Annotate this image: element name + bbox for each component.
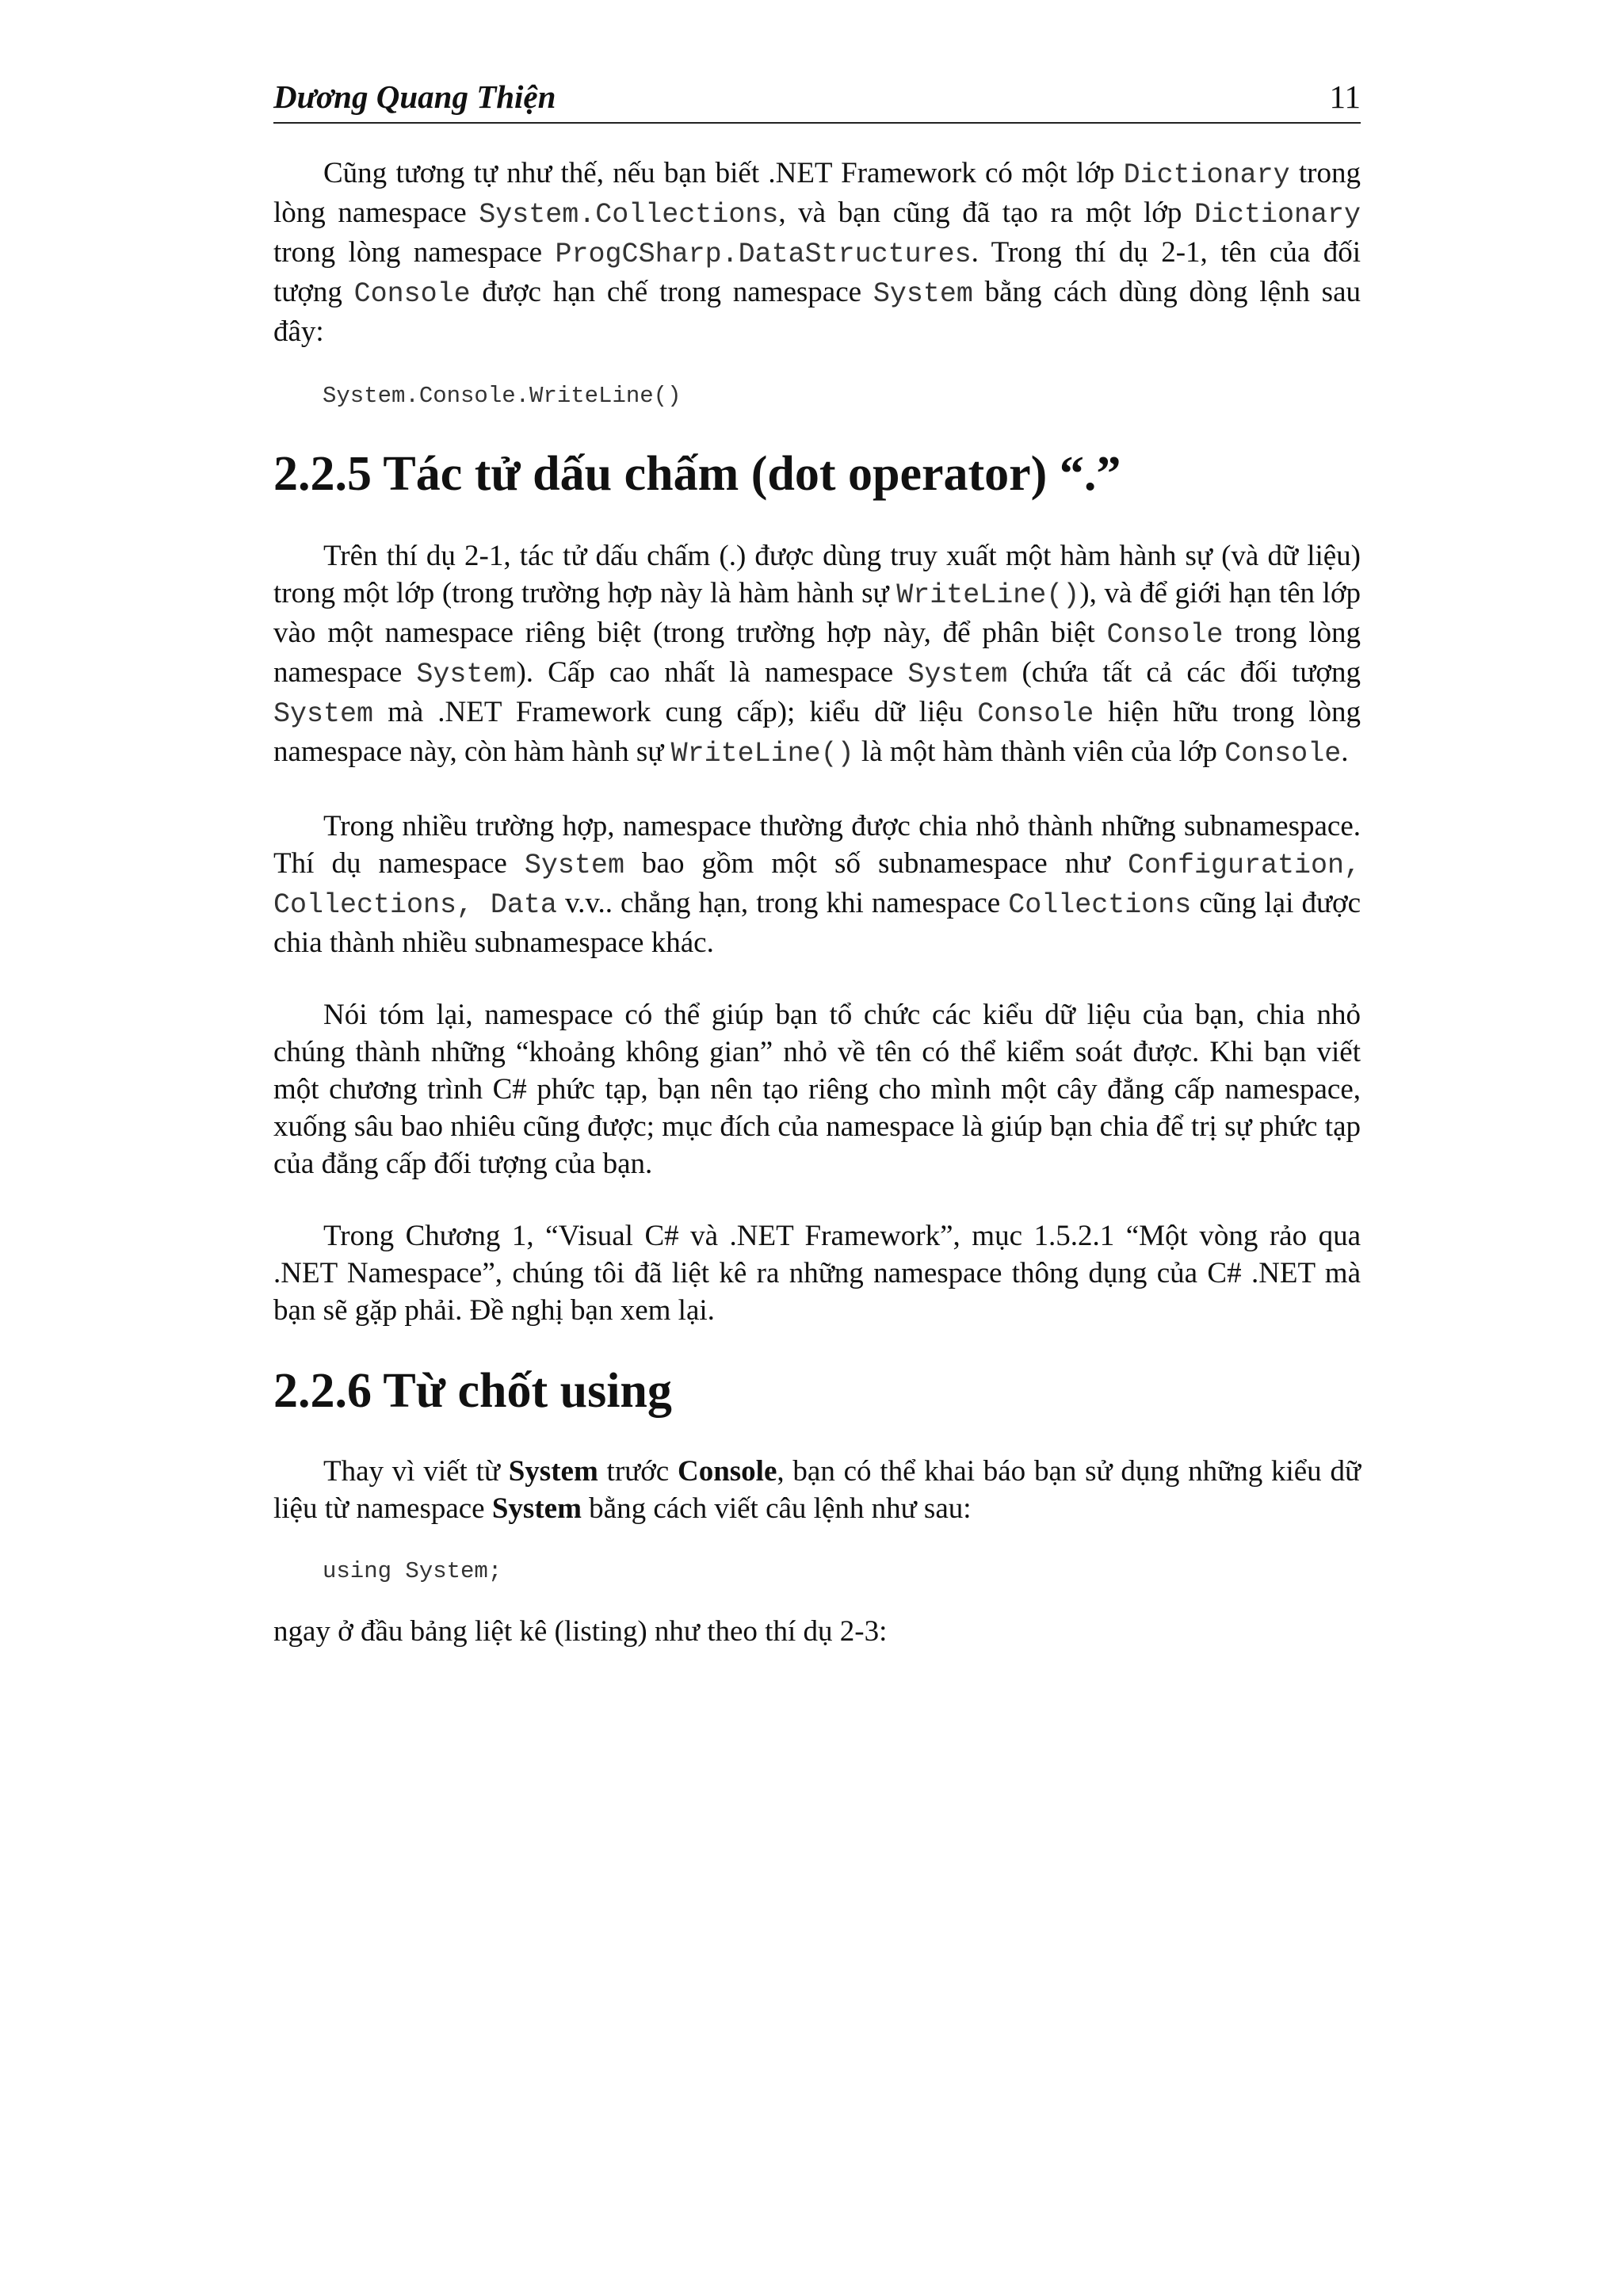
code-inline: Dictionary: [1123, 159, 1290, 191]
header-author: Dương Quang Thiện: [273, 78, 556, 115]
paragraph-chapter-reference: Trong Chương 1, “Visual C# và .NET Framework”, mục 1.5.2.1 “Một vòng rảo qua .NET Namespace”, chúng tôi đã liệt kê ra những namespace thông dụng của C# .NET mà bạn sẽ gặp phải. Đề nghị bạn xem lại.: [273, 1220, 1361, 1327]
code-inline: Dictionary: [1193, 199, 1361, 231]
code-inline: Console: [977, 698, 1094, 730]
bold-term: System: [491, 1492, 582, 1525]
code-inline: Console: [1106, 619, 1224, 651]
paragraph-using: Thay vì viết từ System trước Console, bạn có thể khai báo bạn sử dụng những kiểu dữ liệu từ namespace System bằng cách viết câu lệnh như sau:: [273, 1455, 1361, 1525]
code-inline: System: [907, 659, 1008, 690]
code-inline: WriteLine(): [670, 738, 854, 770]
code-inline: System.Collections: [479, 199, 779, 231]
code-inline: ProgCSharp.DataStructures: [555, 239, 972, 270]
code-inline: Configuration, Collections, Data: [273, 850, 1361, 921]
code-inline: System: [524, 850, 624, 881]
paragraph-summary: Nói tóm lại, namespace có thể giúp bạn tổ chức các kiểu dữ liệu của bạn, chia nhỏ chúng thành những “khoảng không gian” nhỏ về tên có thể kiểm soát được. Khi bạn viết một chương trình C# phức tạp, bạn nên tạo riêng cho mình một cây đẳng cấp namespace, xuống sâu bao nhiêu cũng được; mục đích của namespace là giúp bạn chia để trị sự phức tạp của đẳng cấp đối tượng của bạn.: [273, 999, 1361, 1180]
bold-term: System: [508, 1455, 598, 1488]
code-block-using: using System;: [323, 1558, 502, 1584]
code-inline: System: [873, 278, 973, 310]
code-inline: Console: [353, 278, 471, 310]
code-block-writeline: System.Console.WriteLine(): [323, 383, 682, 409]
code-inline: WriteLine(): [896, 579, 1080, 611]
section-heading-dot-operator: 2.2.5 Tác tử dấu chấm (dot operator) “.”: [273, 447, 1121, 501]
code-inline: System: [416, 659, 517, 690]
page-content: [273, 155, 1361, 1650]
section-heading-using: 2.2.6 Từ chốt using: [273, 1364, 672, 1418]
paragraph-subnamespace: Trong nhiều trường hợp, namespace thường được chia nhỏ thành những subnamespace. Thí dụ namespace System bao gồm một số subnamespace như Configuration, Collections, Data v.v.. chẳng hạn, trong khi namespace Collections cũng lại được chia thành nhiều subnamespace khác.: [273, 810, 1361, 959]
bold-term: Console: [677, 1455, 777, 1488]
paragraph-dot-operator: Trên thí dụ 2-1, tác tử dấu chấm (.) được dùng truy xuất một hàm hành sự (và dữ liệu) trong một lớp (trong trường hợp này là hàm hành sự WriteLine()), và để giới hạn tên lớp vào một namespace riêng biệt (trong trường hợp này, để phân biệt Console trong lòng namespace System). Cấp cao nhất là namespace System (chứa tất cả các đối tượng System mà .NET Framework cung cấp); kiểu dữ liệu Console hiện hữu trong lòng namespace này, còn hàm hành sự WriteLine() là một hàm thành viên của lớp Console.: [273, 540, 1361, 770]
code-inline: Collections: [1008, 889, 1192, 921]
paragraph-dictionary: Cũng tương tự như thế, nếu bạn biết .NET Framework có một lớp Dictionary trong lòng namespace System.Collections, và bạn cũng đã tạo ra một lớp Dictionary trong lòng namespace ProgCSharp.DataStructures. Trong thí dụ 2-1, tên của đối tượng Console được hạn chế trong namespace System bằng cách dùng dòng lệnh sau đây:: [273, 157, 1361, 348]
page-header: [273, 78, 1361, 124]
page-number: 11: [1329, 78, 1361, 115]
paragraph-listing-intro: ngay ở đầu bảng liệt kê (listing) như theo thí dụ 2-3:: [273, 1615, 888, 1648]
code-inline: System: [273, 698, 374, 730]
code-inline: Console: [1224, 738, 1342, 770]
